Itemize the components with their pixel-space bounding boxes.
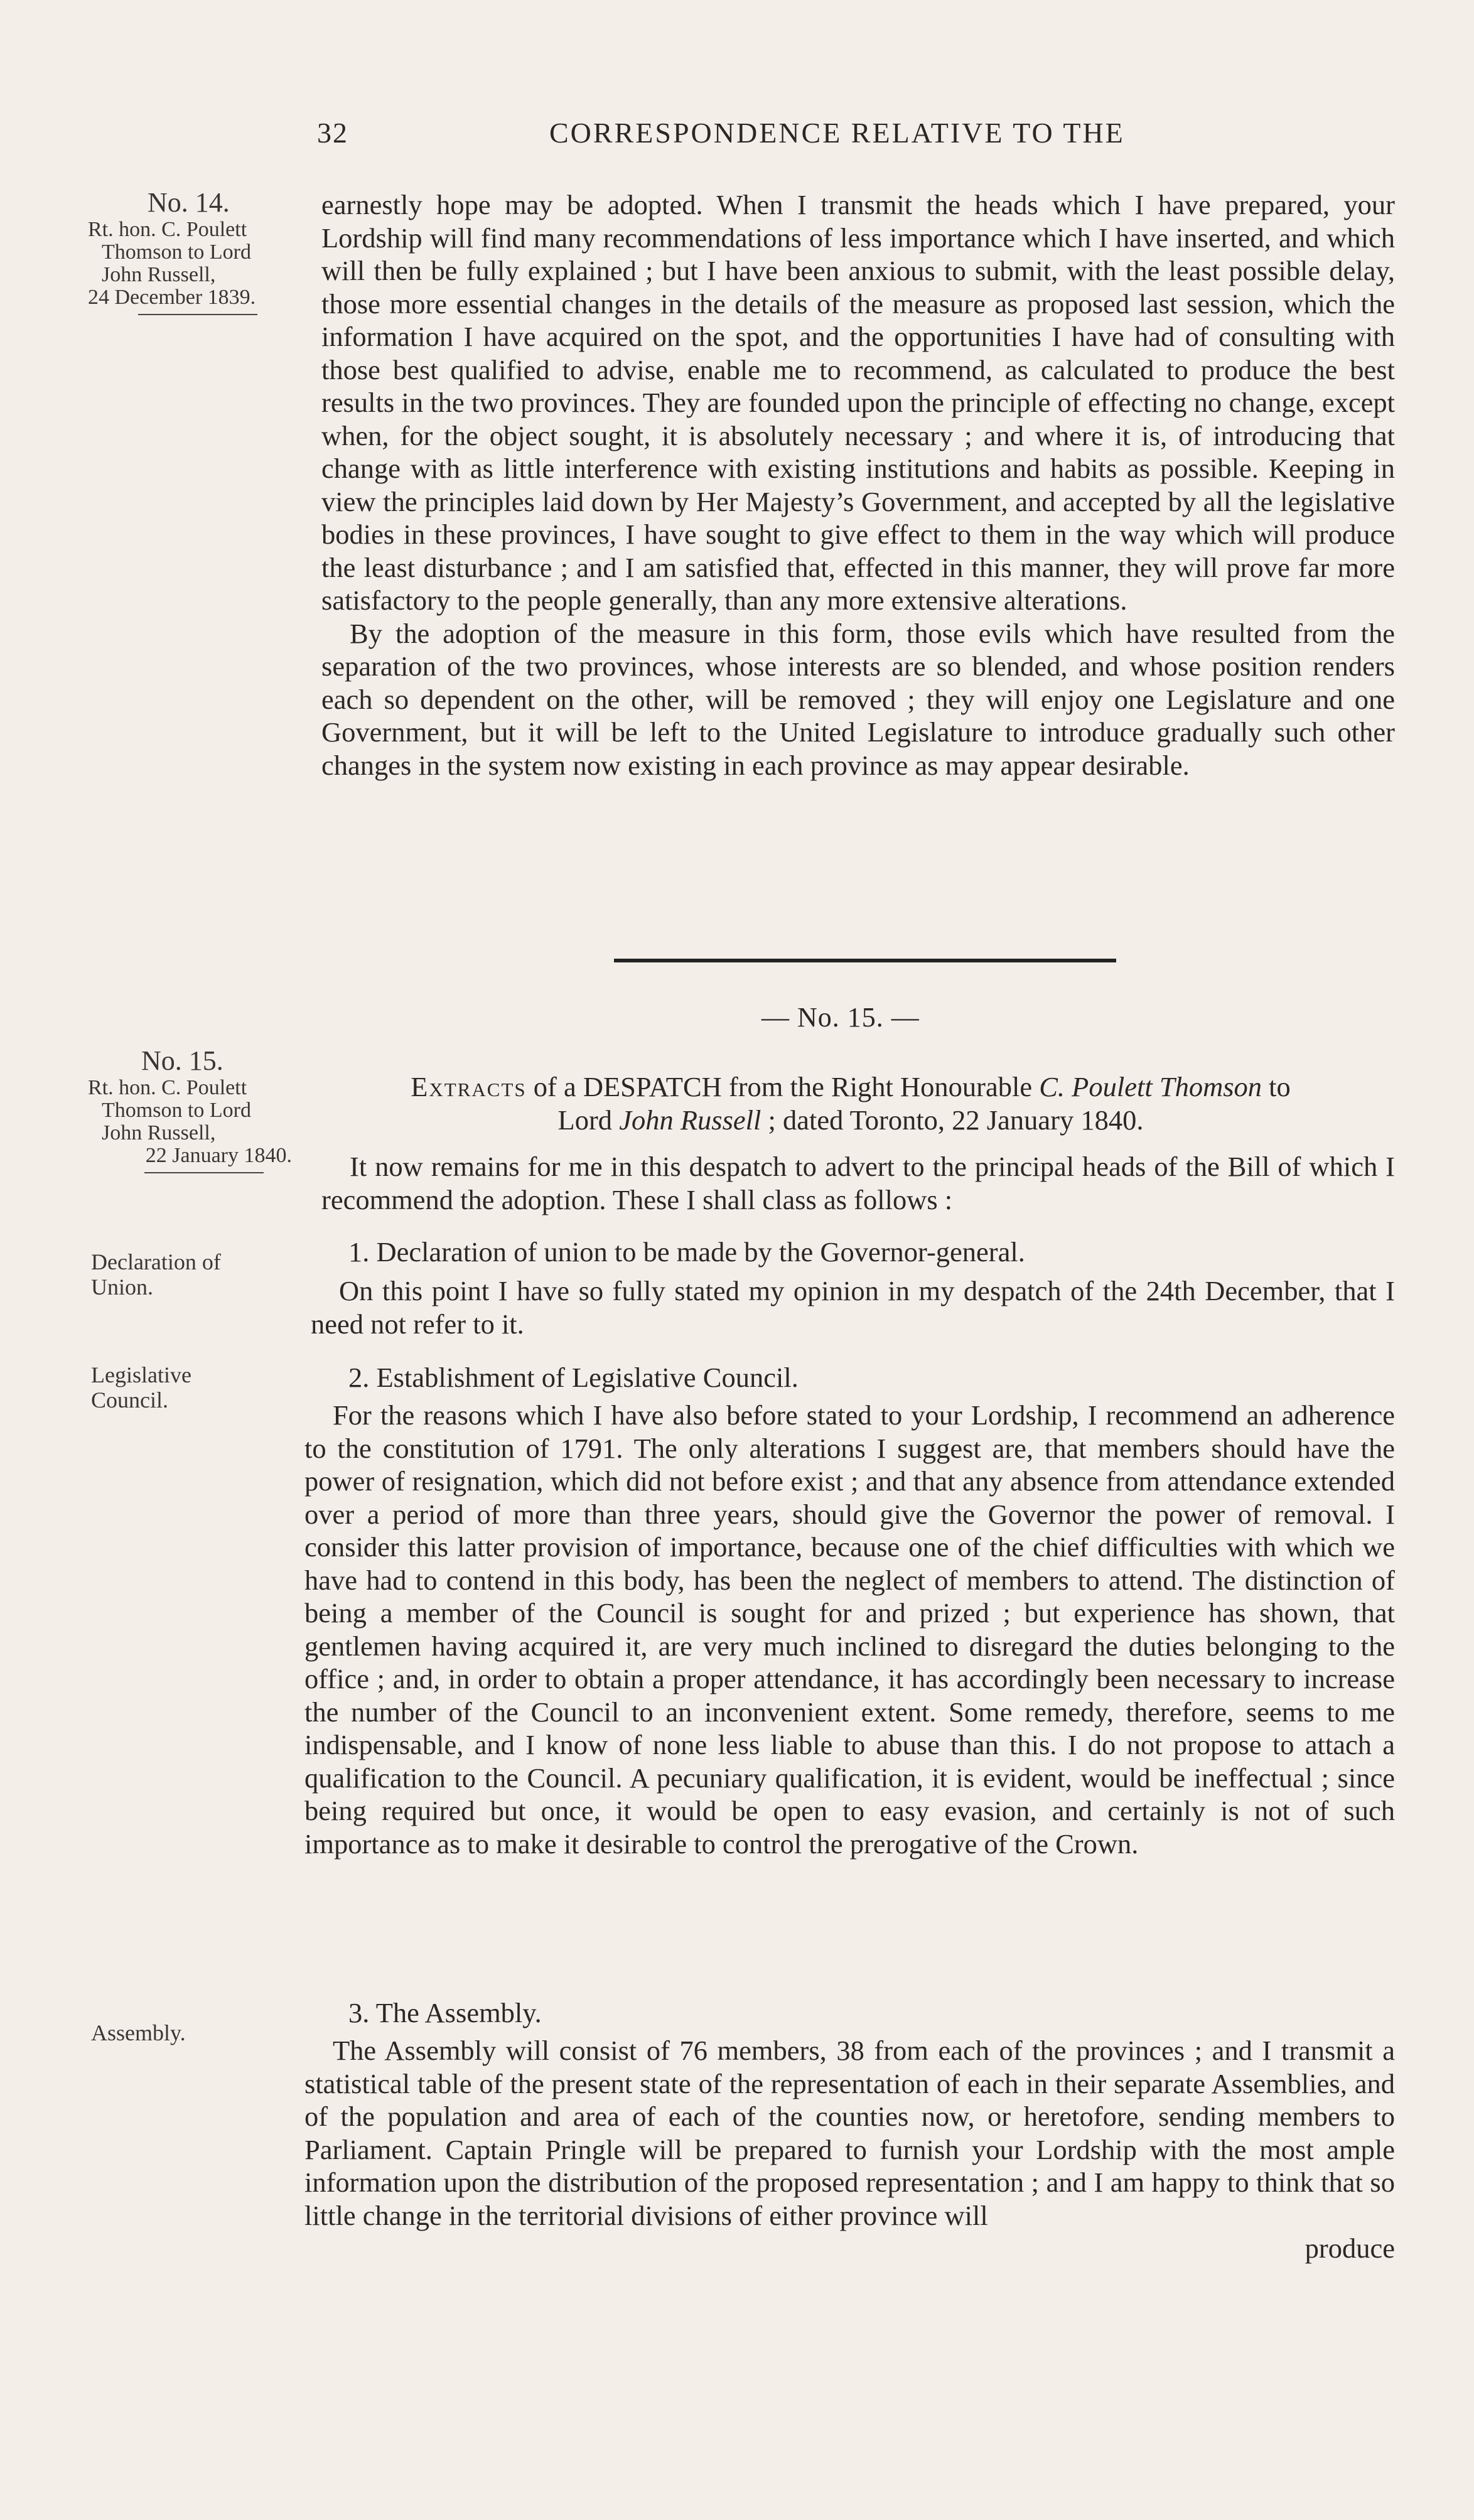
paragraph: earnestly hope may be adopted. When I transmit the heads which I have prepared, your Lordship will find many recommendations of less importance which I have inserted, and which will then be fully explained ; but I have been anxious to submit, with the least possible delay, those more essential changes in the details of the measure as proposed last session, which the information I have acquired on the spot, and the opportunities I have had of consulting with those best qualified to advise, enable me to recommend, as calculated to produce the best results in the two provinces. They are founded upon the principle of effecting no change, except when, for the object sought, it is absolutely necessary ; and where it is, of introducing that change with as little interference with existing institutions and habits as possible. Keeping in view the principles laid down by Her Majesty’s Government, and accepted by all the legislative bodies in these provinces, I have sought to give effect to them in the way which will produce the least disturbance ; and I am satisfied that, effected in this manner, they will prove far more satisfactory to the people generally, than any more extensive alterations. bbox=[321, 189, 1395, 616]
sidehead-line: Council. bbox=[91, 1387, 168, 1413]
running-title: CORRESPONDENCE RELATIVE TO THE bbox=[549, 117, 1125, 149]
margin-note-number: No. 15. bbox=[141, 1045, 223, 1076]
sidehead-line: Union. bbox=[91, 1274, 153, 1300]
item-3-text bbox=[304, 2034, 1395, 2265]
sidehead-legislative bbox=[91, 1362, 191, 1413]
extract-text: Lord bbox=[557, 1104, 620, 1136]
extract-date: ; dated Toronto, 22 January 1840. bbox=[761, 1104, 1144, 1136]
catchword: produce bbox=[1305, 2232, 1395, 2264]
margin-note-line: Rt. hon. C. Poulett bbox=[88, 218, 247, 241]
margin-note-line: Thomson to Lord bbox=[102, 1099, 251, 1122]
extract-text: of a DESPATCH from the Right Honourable bbox=[526, 1071, 1040, 1102]
margin-note-line: John Russell, bbox=[102, 263, 216, 286]
paragraph: It now remains for me in this despatch to advert to the principal heads of the Bill of which I recommend the adoption. These I shall class as follows : bbox=[321, 1151, 1395, 1215]
paragraph: On this point I have so fully stated my opinion in my despatch of the 24th December, that I need not refer to it. bbox=[311, 1275, 1395, 1340]
sidehead-line: Assembly. bbox=[91, 2020, 186, 2045]
section-heading: — No. 15. — bbox=[761, 1002, 920, 1033]
margin-note-line: Thomson to Lord bbox=[102, 240, 251, 264]
item-2-text bbox=[304, 1399, 1395, 1860]
section-14-text bbox=[321, 188, 1395, 782]
sidehead-line: Legislative bbox=[91, 1362, 191, 1387]
sidehead-declaration bbox=[91, 1249, 221, 1300]
paragraph: For the reasons which I have also before stated to your Lordship, I recommend an adherence to the constitution of 1791. The only alterations I suggest are, that members should have the power of resignation, which did not before exist ; and that any absence from attendance extended over a period of more than three years, should give the Governor the power of removal. I consider this latter provision of importance, because one of the chief difficulties with which we have had to contend in this body, has been the neglect of members to attend. The distinction of being a member of the Council is sought for and prized ; but experience has shown, that gentlemen having acquired it, are very much inclined to disregard the duties belonging to the office ; and, in order to obtain a proper attendance, it has accordingly been necessary to increase the number of the Council to an inconvenient extent. Some remedy, therefore, seems to me indispensable, and I know of none less liable to abuse than this. I do not propose to attach a qualification to the Council. A pecuniary qualification, it is evident, would be ineffectual ; since being required but once, it would be open to easy evasion, and certainly is not of such importance as to make it desirable to control the prerogative of the Crown. bbox=[304, 1399, 1395, 1860]
person-name: C. Poulett Thomson bbox=[1039, 1071, 1262, 1102]
margin-note-rule bbox=[138, 314, 257, 315]
item-3-heading: 3. The Assembly. bbox=[348, 1997, 542, 2028]
item-1-heading: 1. Declaration of union to be made by the Governor-general. bbox=[348, 1236, 1025, 1268]
margin-note-date: 22 January 1840. bbox=[145, 1144, 292, 1167]
margin-note-no14 bbox=[88, 187, 298, 315]
running-header bbox=[317, 116, 1394, 160]
paragraph: The Assembly will consist of 76 members, 38 from each of the provinces ; and I transmit a statistical table of the present state of the representation of each in their separate Assemblies, and of the population and area of each of the counties now, or heretofore, sending members to Parliament. Captain Pringle will be prepared to furnish your Lordship with the most ample information upon the distribution of the proposed representation ; and I am happy to think that so little change in the territorial divisions of either province will bbox=[304, 2035, 1395, 2231]
margin-note-line: Rt. hon. C. Poulett bbox=[88, 1076, 247, 1099]
margin-note-date: 24 December 1839. bbox=[88, 286, 256, 309]
margin-note-number: No. 14. bbox=[148, 187, 230, 218]
intro-text bbox=[321, 1150, 1395, 1216]
paragraph: By the adoption of the measure in this form, those evils which have resulted from the separation of the two provinces, whose interests are so blended, and whose position renders each so dependent on the other, will be removed ; they will enjoy one Legislature and one Government, but it will be left to the United Legislature to introduce gradually such other changes in the system now existing in each province as may appear desirable. bbox=[321, 617, 1395, 781]
item-2-heading: 2. Establishment of Legislative Council. bbox=[348, 1362, 799, 1393]
section-divider bbox=[614, 959, 1116, 962]
extract-text: to bbox=[1262, 1071, 1291, 1102]
extract-label: Extracts bbox=[411, 1071, 527, 1102]
margin-note-line: John Russell, bbox=[102, 1121, 216, 1144]
sidehead-assembly bbox=[91, 2020, 186, 2045]
person-name: John Russell bbox=[619, 1104, 761, 1136]
margin-note-no15 bbox=[88, 1045, 298, 1173]
page-number: 32 bbox=[317, 117, 348, 149]
item-1-text bbox=[311, 1274, 1395, 1340]
extract-heading bbox=[304, 1070, 1397, 1136]
margin-note-rule bbox=[144, 1172, 264, 1173]
sidehead-line: Declaration of bbox=[91, 1249, 221, 1274]
